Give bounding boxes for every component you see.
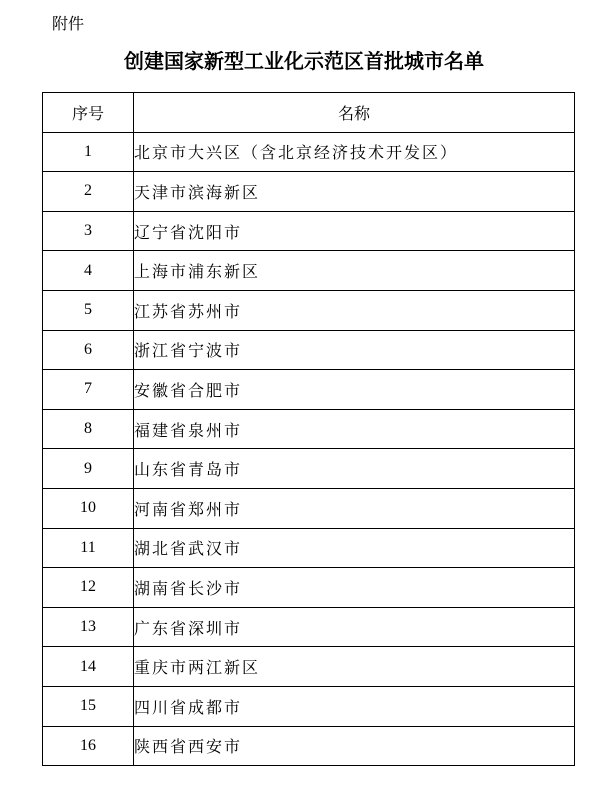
table-row [43, 686, 575, 726]
table-header-row [43, 93, 575, 133]
row-number: 1 [43, 132, 134, 172]
document-title: 创建国家新型工业化示范区首批城市名单 [124, 49, 484, 73]
row-name: 陕西省西安市 [134, 726, 575, 766]
table-row [43, 449, 575, 489]
table-row [43, 211, 575, 251]
row-name: 湖北省武汉市 [134, 528, 575, 568]
table-row [43, 647, 575, 687]
row-number: 6 [43, 330, 134, 370]
row-number: 12 [43, 568, 134, 608]
table-row [43, 330, 575, 370]
row-name: 福建省泉州市 [134, 409, 575, 449]
row-name: 重庆市两江新区 [134, 647, 575, 687]
table-row [43, 488, 575, 528]
row-name: 湖南省长沙市 [134, 568, 575, 608]
row-name: 天津市滨海新区 [134, 172, 575, 212]
attachment-label: 附件 [52, 14, 85, 33]
table-row [43, 251, 575, 291]
row-name: 安徽省合肥市 [134, 370, 575, 410]
row-number: 9 [43, 449, 134, 489]
row-number: 13 [43, 607, 134, 647]
table-row [43, 290, 575, 330]
row-number: 5 [43, 290, 134, 330]
table-row [43, 607, 575, 647]
header-name: 名称 [134, 93, 575, 133]
table-row [43, 726, 575, 766]
row-number: 16 [43, 726, 134, 766]
row-name: 浙江省宁波市 [134, 330, 575, 370]
header-serial-number: 序号 [43, 93, 134, 133]
row-number: 8 [43, 409, 134, 449]
row-name: 河南省郑州市 [134, 488, 575, 528]
table-row [43, 568, 575, 608]
table-row [43, 132, 575, 172]
row-name: 江苏省苏州市 [134, 290, 575, 330]
table-row [43, 370, 575, 410]
row-number: 7 [43, 370, 134, 410]
city-list-table [42, 92, 575, 766]
row-name: 上海市浦东新区 [134, 251, 575, 291]
row-number: 3 [43, 211, 134, 251]
table-row [43, 528, 575, 568]
row-name: 四川省成都市 [134, 686, 575, 726]
row-number: 14 [43, 647, 134, 687]
row-number: 11 [43, 528, 134, 568]
row-name: 辽宁省沈阳市 [134, 211, 575, 251]
row-name: 山东省青岛市 [134, 449, 575, 489]
row-number: 10 [43, 488, 134, 528]
row-number: 15 [43, 686, 134, 726]
table-row [43, 409, 575, 449]
row-name: 广东省深圳市 [134, 607, 575, 647]
row-name: 北京市大兴区（含北京经济技术开发区） [134, 132, 575, 172]
table-row [43, 172, 575, 212]
row-number: 2 [43, 172, 134, 212]
row-number: 4 [43, 251, 134, 291]
